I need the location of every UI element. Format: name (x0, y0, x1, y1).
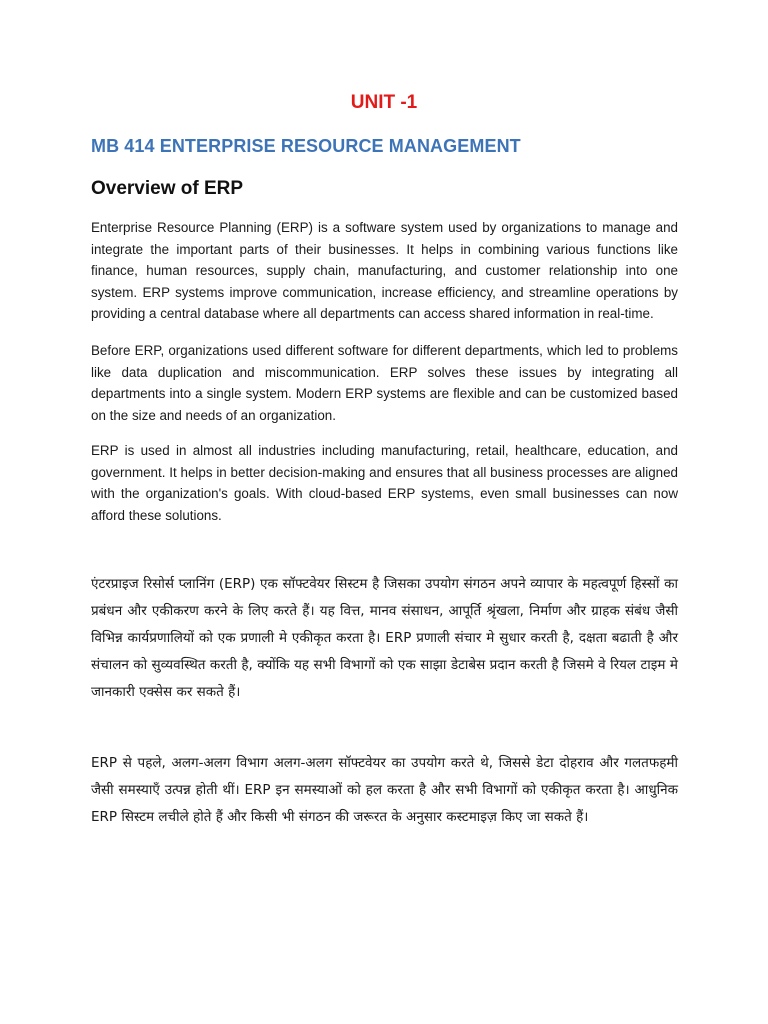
hindi-paragraph-2: ERP से पहले, अलग-अलग विभाग अलग-अलग सॉफ्टवेयर का उपयोग करते थे, जिससे डेटा दोहराव और गलतफहमी जैसी समस्याएँ उत्पन्न होती थीं। ERP इन समस्याओं को हल करता है और सभी विभागों को एकीकृत करता है। आधुनिक ERP सिस्टम लचीले होते हैं और किसी भी संगठन की जरूरत के अनुसार कस्टमाइज़ किए जा सकते हैं। (91, 755, 678, 825)
paragraph-1: Enterprise Resource Planning (ERP) is a software system used by organizations to manage and integrate the important parts of their businesses. It helps in combining various functions like finance, human resources, supply chain, manufacturing, and customer relationship into one system. ERP systems improve communication, increase efficiency, and streamline operations by providing a central database where all departments can access shared information in real-time. (91, 220, 678, 321)
section-heading: Overview of ERP (91, 178, 244, 199)
unit-title: UNIT -1 (350, 92, 418, 113)
paragraph-3: ERP is used in almost all industries including manufacturing, retail, healthcare, education, and government. It helps in better decision-making and ensures that all business processes are aligned with the organization's goals. With cloud-based ERP systems, even small businesses can now afford these solutions. (91, 443, 678, 523)
hindi-paragraph-1: एंटरप्राइज रिसोर्स प्लानिंग (ERP) एक सॉफ्टवेयर सिस्टम है जिसका उपयोग संगठन अपने व्यापार के महत्वपूर्ण हिस्सों का प्रबंधन और एकीकरण करने के लिए करते हैं। यह वित्त, मानव संसाधन, आपूर्ति श्रृंखला, निर्माण और ग्राहक संबंध जैसी विभिन्न कार्यप्रणालियों को एक प्रणाली मे एकीकृत करता है। ERP प्रणाली संचार मे सुधार करती है, दक्षता बढाती है और संचालन को सुव्यवस्थित करती है, क्योंकि यह सभी विभागों को एक साझा डेटाबेस प्रदान करती है जिसमे वे रियल टाइम मे जानकारी एक्सेस कर सकते हैं। (91, 576, 678, 700)
paragraph-2: Before ERP, organizations used different software for different departments, which led to problems like data duplication and miscommunication. ERP solves these issues by integrating all departments into a single system. Modern ERP systems are flexible and can be customized based on the size and needs of an organization. (91, 343, 678, 423)
course-title: MB 414 ENTERPRISE RESOURCE MANAGEMENT (91, 136, 521, 156)
